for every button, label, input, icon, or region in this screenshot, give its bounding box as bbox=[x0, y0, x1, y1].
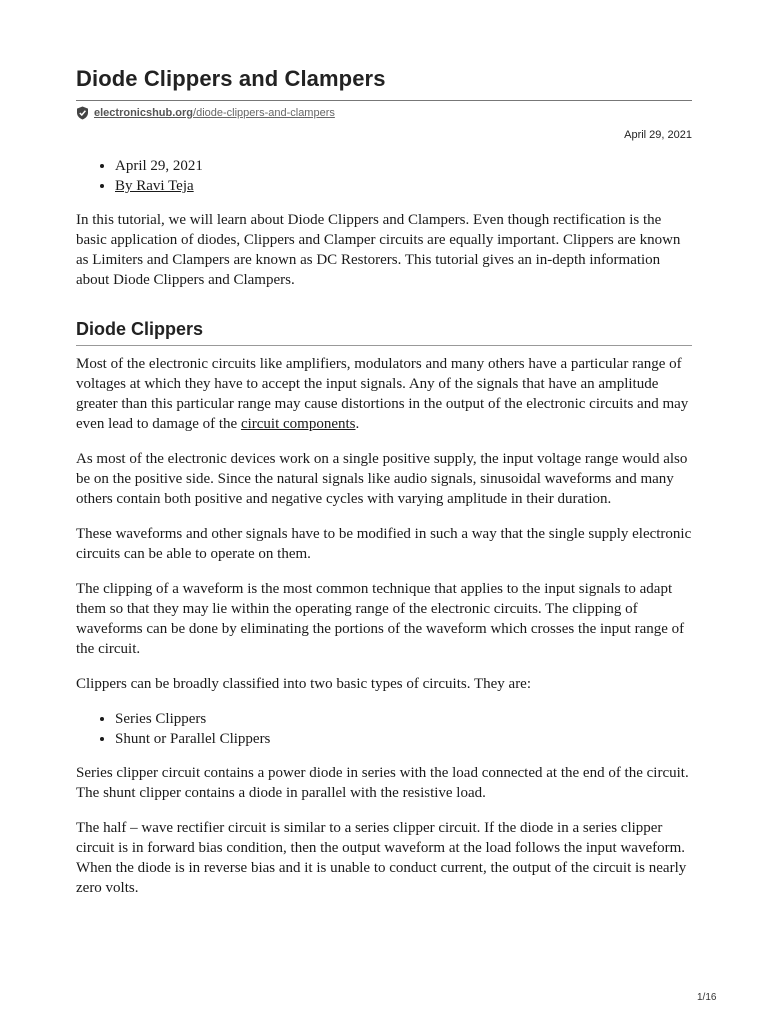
paragraph: As most of the electronic devices work on a single positive supply, the input voltage range would also be on the positive side. Since the natural signals like audio signals, sinusoidal waveforms and many others contain both positive and negative cycles with varying amplitude in their duration. bbox=[76, 451, 688, 507]
page-number: 1/16 bbox=[697, 992, 717, 1003]
list-item: • Series Clippers bbox=[115, 709, 692, 729]
source-domain[interactable]: electronicshub.org bbox=[94, 107, 194, 119]
paragraph bbox=[76, 354, 692, 434]
source-link[interactable] bbox=[76, 106, 335, 120]
circuit-components-link[interactable]: circuit components bbox=[240, 416, 356, 432]
paragraph: These waveforms and other signals have to be modified in such a way that the single supply electronic circuits can be able to operate on them. bbox=[76, 526, 692, 562]
page-title: Diode Clippers and Clampers bbox=[76, 66, 386, 91]
meta-date: • April 29, 2021 bbox=[115, 156, 692, 176]
list-item: • Shunt or Parallel Clippers bbox=[115, 729, 692, 749]
author-link[interactable]: By Ravi Teja bbox=[115, 178, 194, 194]
publication-date: April 29, 2021 bbox=[624, 129, 692, 141]
section-heading: Diode Clippers bbox=[76, 319, 692, 346]
article-body bbox=[76, 156, 692, 913]
paragraph-text: Most of the electronic circuits like amplifiers, modulators and many others have a particular range of voltages at which they have to accept the input signals. Any of the signals that have an amplitude greater than this particular range may cause distortions in the output of the electronic circuits and may even lead to damage of the bbox=[76, 356, 689, 432]
intro-paragraph: In this tutorial, we will learn about Diode Clippers and Clampers. Even though rectification is the basic application of diodes, Clippers and Clamper circuits are equally important. Clippers are known as Limiters and Clampers are known as DC Restorers. This tutorial gives an in-depth information about Diode Clippers and Clampers. bbox=[76, 212, 681, 288]
paragraph: Clippers can be broadly classified into two basic types of circuits. They are: bbox=[76, 676, 532, 692]
paragraph: The half – wave rectifier circuit is similar to a series clipper circuit. If the diode in a series clipper circuit is in forward bias condition, then the output waveform at the load follows the input waveform. When the diode is in reverse bias and it is unable to conduct current, the output of the circuit is nearly zero volts. bbox=[76, 820, 687, 896]
paragraph: Series clipper circuit contains a power diode in series with the load connected at the end of the circuit. The shunt clipper contains a diode in parallel with the resistive load. bbox=[76, 765, 689, 801]
shield-icon bbox=[76, 106, 89, 120]
paragraph-text: . bbox=[355, 416, 360, 432]
paragraph: The clipping of a waveform is the most common technique that applies to the input signals to adapt them so that they may lie within the operating range of the electronic circuits. The clipping of waveforms can be done by eliminating the portions of the waveform which crosses the input range of the circuit. bbox=[76, 581, 685, 657]
meta-author bbox=[115, 176, 692, 196]
title-divider bbox=[76, 100, 692, 101]
meta-list bbox=[76, 156, 692, 196]
clipper-types-list bbox=[76, 709, 692, 749]
source-path[interactable]: /diode-clippers-and-clampers bbox=[193, 107, 335, 119]
